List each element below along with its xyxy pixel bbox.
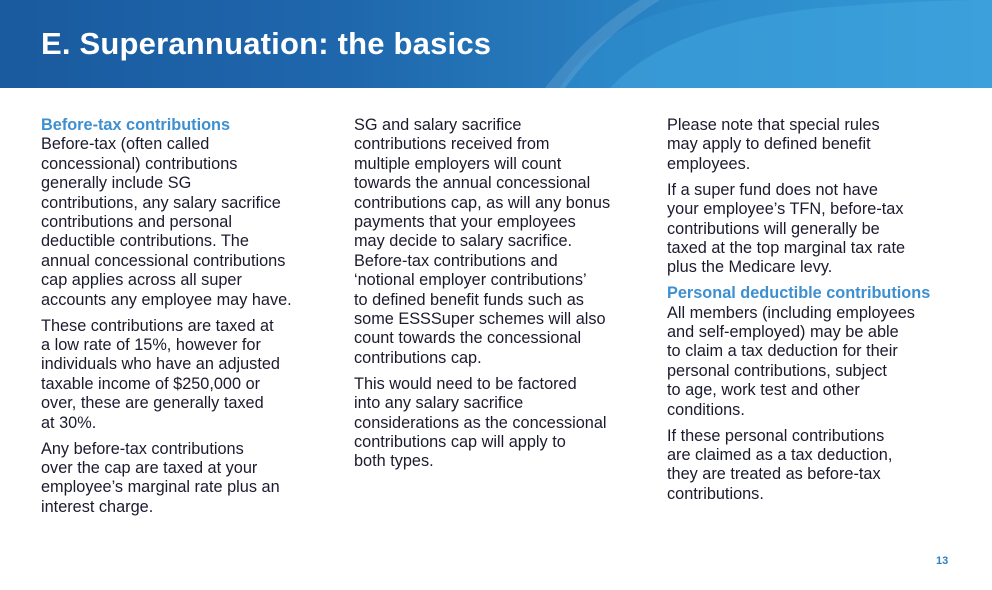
paragraph: SG and salary sacrifice contributions received from multiple employers will count towards the annual concessional contributions cap, as will any bonus payments that your employees may decide to salary sacrifice. Before-tax contributions and ‘notional employer contributions’ to defined benefit funds such as some ESSSuper schemes will also count towards the concessional contributions cap. (354, 116, 611, 367)
page-title: E. Superannuation: the basics (41, 26, 492, 61)
section-heading-personal-deductible: Personal deductible contributions (667, 284, 931, 303)
column-1 (41, 116, 333, 524)
paragraph: This would need to be factored into any salary sacrifice considerations as the concessional contributions cap will apply to both types. (354, 374, 607, 471)
paragraph: Please note that special rules may apply to defined benefit employees. (667, 116, 880, 173)
column-2 (354, 116, 646, 478)
paragraph: If a super fund does not have your employee’s TFN, before-tax contributions will generally be taxed at the top marginal tax rate plus the Medicare levy. (667, 180, 906, 277)
paragraph: Before-tax (often called concessional) contributions generally include SG contributions, any salary sacrifice contributions and personal deductible contributions. The annual concessional contributions cap applies across all super accounts any employee may have. (41, 135, 292, 309)
header-banner (0, 0, 992, 88)
paragraph: Any before-tax contributions over the cap are taxed at your employee’s marginal rate plus an interest charge. (41, 439, 280, 516)
paragraph: All members (including employees and self-employed) may be able to claim a tax deduction for their personal contributions, subject to age, work test and other conditions. (667, 303, 915, 419)
page-number: 13 (936, 555, 949, 567)
column-3 (667, 116, 959, 511)
section-heading-before-tax: Before-tax contributions (41, 116, 231, 134)
paragraph: If these personal contributions are claimed as a tax deduction, they are treated as before-tax contributions. (667, 426, 893, 503)
paragraph: These contributions are taxed at a low rate of 15%, however for individuals who have an adjusted taxable income of $250,000 or over, these are generally taxed at 30%. (41, 316, 280, 432)
